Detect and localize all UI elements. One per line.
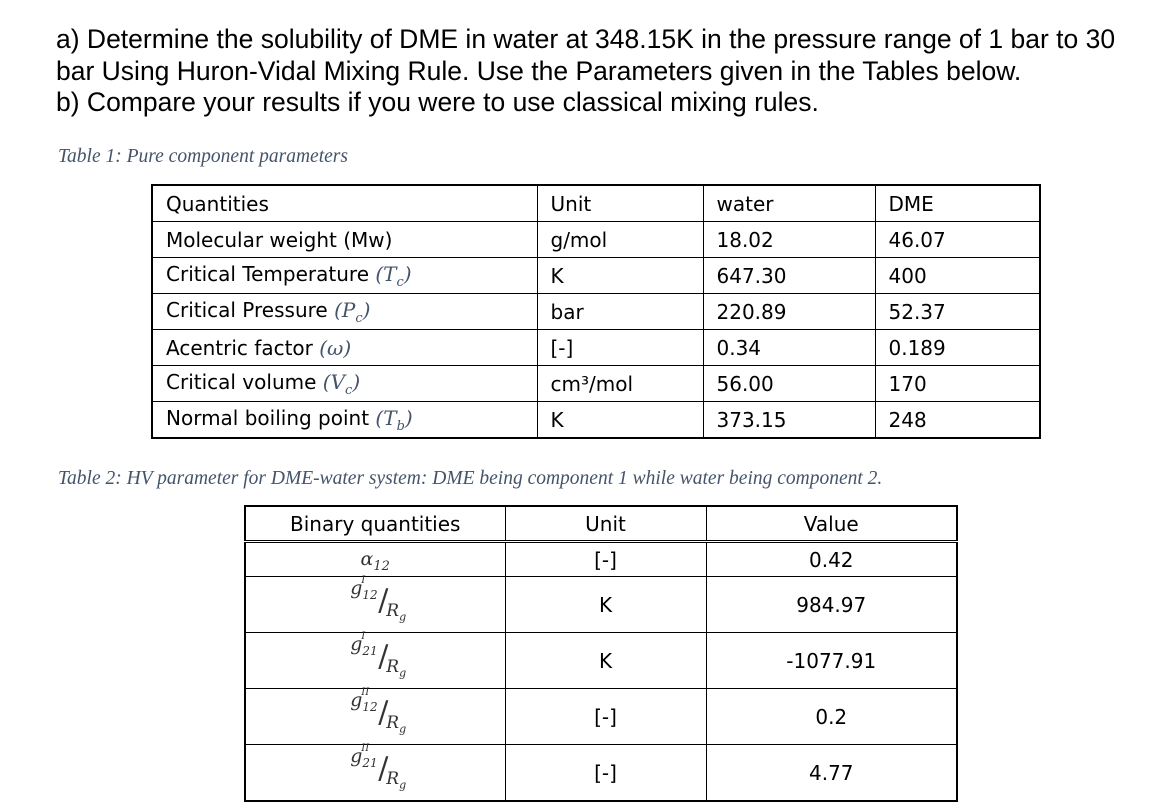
- dme-cell: 400: [875, 258, 1040, 294]
- quantity-cell: [152, 222, 537, 258]
- quantity-symbol: (ω): [319, 335, 352, 360]
- value-cell: -1077.91: [706, 633, 957, 689]
- quantity-symbol: $(V_c)$: [322, 369, 361, 398]
- value-cell: 984.97: [706, 577, 957, 633]
- value-cell: 0.42: [706, 542, 957, 577]
- quantity-name: Critical Temperature: [166, 261, 376, 286]
- quantity-name: Molecular weight (Mw): [166, 227, 393, 252]
- quantity-cell: [152, 330, 537, 366]
- table-row: [245, 745, 957, 802]
- table-row: [245, 633, 957, 689]
- header-dme: DME: [875, 185, 1040, 222]
- unit-cell: K: [505, 633, 706, 689]
- unit-cell: [-]: [505, 689, 706, 745]
- g21-I-over-rg-symbol: g I $_{21}$ / $R_g$: [245, 633, 505, 689]
- quantity-cell: [152, 294, 537, 330]
- table-row: [152, 258, 1040, 294]
- problem-part-b: b) Compare your results if you were to use classical mixing rules.: [56, 87, 819, 117]
- pure-component-table: [151, 184, 1041, 439]
- unit-cell: K: [505, 577, 706, 633]
- unit-cell: K: [537, 258, 703, 294]
- table-header-row: [245, 506, 957, 542]
- unit-cell: [-]: [505, 542, 706, 577]
- unit-cell: [-]: [537, 330, 703, 366]
- unit-cell: [-]: [505, 745, 706, 802]
- table-row: [245, 689, 957, 745]
- quantity-symbol: $(T_c)$: [375, 261, 412, 290]
- quantity-name: Normal boiling point: [166, 405, 376, 430]
- table-row: [152, 366, 1040, 402]
- quantity-cell: [152, 258, 537, 294]
- table2-caption: Table 2: HV parameter for DME-water system: DME being component 1 while water being component 2.: [58, 468, 883, 489]
- water-cell: 56.00: [703, 366, 875, 402]
- quantity-cell: [152, 366, 537, 402]
- quantity-name: Critical volume: [166, 369, 323, 394]
- value-cell: 0.2: [706, 689, 957, 745]
- dme-cell: 170: [875, 366, 1040, 402]
- quantity-cell: [152, 402, 537, 439]
- table-row: [152, 402, 1040, 439]
- dme-cell: 52.37: [875, 294, 1040, 330]
- table-row: [245, 577, 957, 633]
- water-cell: 0.34: [703, 330, 875, 366]
- table-row: [152, 330, 1040, 366]
- alpha12-symbol: $\alpha_{12}$: [245, 542, 505, 577]
- dme-cell: 248: [875, 402, 1040, 439]
- water-cell: 18.02: [703, 222, 875, 258]
- header-water: water: [703, 185, 875, 222]
- table-row: [152, 294, 1040, 330]
- table-row: [152, 222, 1040, 258]
- water-cell: 373.15: [703, 402, 875, 439]
- problem-statement: [56, 24, 1146, 119]
- quantity-symbol: $(T_b)$: [375, 405, 413, 434]
- unit-cell: bar: [537, 294, 703, 330]
- header-quantities: Quantities: [152, 185, 537, 222]
- hv-parameter-table: [244, 505, 958, 802]
- dme-cell: 46.07: [875, 222, 1040, 258]
- header-unit: Unit: [537, 185, 703, 222]
- value-cell: 4.77: [706, 745, 957, 802]
- quantity-symbol: $(P_c)$: [334, 297, 371, 326]
- table-row: [245, 542, 957, 577]
- dme-cell: 0.189: [875, 330, 1040, 366]
- table1-caption: Table 1: Pure component parameters: [58, 146, 348, 167]
- g21-II-over-rg-symbol: g II $_{21}$ / $R_g$: [245, 745, 505, 802]
- g12-II-over-rg-symbol: g II $_{12}$ / $R_g$: [245, 689, 505, 745]
- water-cell: 220.89: [703, 294, 875, 330]
- unit-cell: cm³/mol: [537, 366, 703, 402]
- header-unit: Unit: [505, 506, 706, 542]
- header-binary-quantities: Binary quantities: [245, 506, 505, 542]
- g12-I-over-rg-symbol: g I $_{12}$ / $R_g$: [245, 577, 505, 633]
- header-value: Value: [706, 506, 957, 542]
- unit-cell: K: [537, 402, 703, 439]
- water-cell: 647.30: [703, 258, 875, 294]
- unit-cell: g/mol: [537, 222, 703, 258]
- quantity-name: Critical Pressure: [166, 297, 335, 322]
- table-header-row: [152, 185, 1040, 222]
- quantity-name: Acentric factor: [166, 335, 320, 360]
- problem-part-a: a) Determine the solubility of DME in water at 348.15K in the pressure range of 1 bar to 30 bar Using Huron-Vidal Mixing Rule. Use the Parameters given in the Tables below.: [56, 24, 1116, 86]
